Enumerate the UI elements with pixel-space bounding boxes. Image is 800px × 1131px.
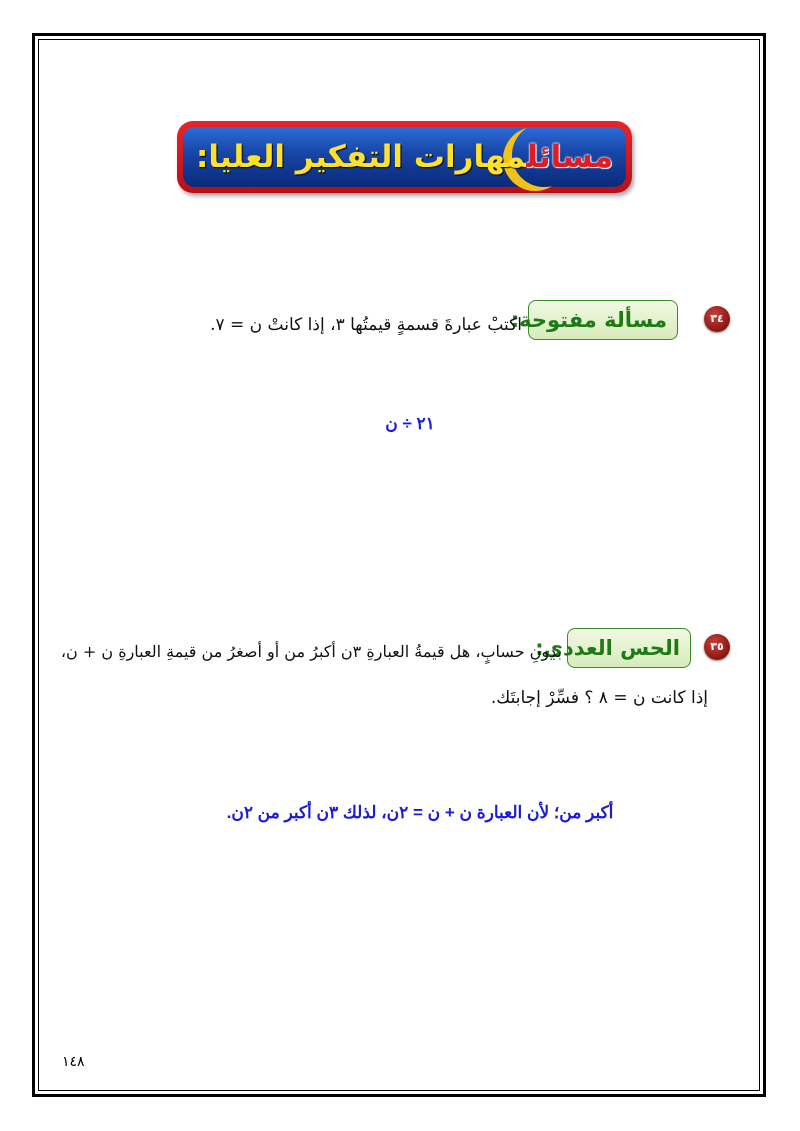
page-border-inner [38, 39, 760, 1091]
answer-text: أكبر من؛ لأن العبارة ن + ن = ٢ن، لذلك ٣ن أكبر من ٢ن. [226, 803, 614, 822]
problem-statement-line1: بدونِ حسابٍ، هل قيمةُ العبارةِ ٣ن أكبرُ من أو أصغرُ من قيمةِ العبارةِ ن + ن، [60, 642, 562, 661]
title-word-skills: مهارات التفكير العليا: [195, 139, 527, 175]
page-number: ١٤٨ [62, 1054, 85, 1070]
problem-number-badge: ٣٤ [704, 306, 730, 332]
title-word-issues: مسائل [526, 139, 614, 175]
problem-statement-line2: إذا كانت ن = ٨ ؟ فسِّرْ إجابتَك. [490, 688, 708, 708]
page-title [177, 121, 632, 193]
answer-text: ٢١ ÷ ن [385, 414, 435, 433]
problem-number-badge: ٣٥ [704, 634, 730, 660]
problem-statement: اكتبْ عبارةَ قسمةٍ قيمتُها ٣، إذا كانتْ ن = ٧. [210, 315, 522, 335]
problem-label: الحس العددي: [567, 628, 691, 668]
problem-label: مسألة مفتوحة: [528, 300, 678, 340]
